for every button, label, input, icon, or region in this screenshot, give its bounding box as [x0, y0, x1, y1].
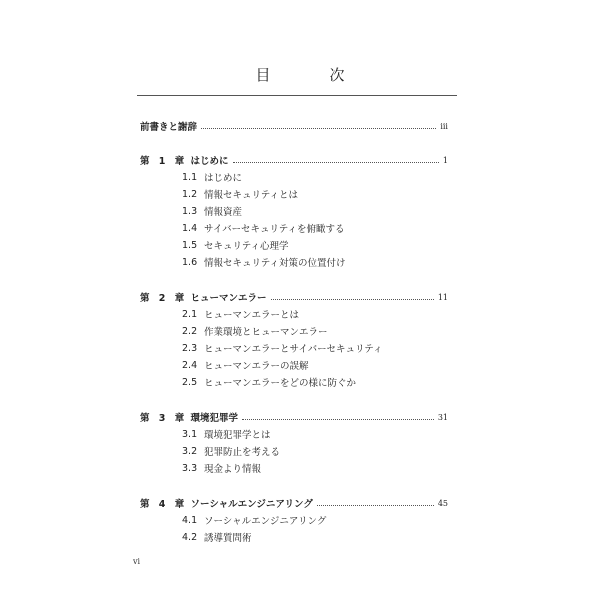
toc-section-3-3[interactable]: [182, 460, 261, 476]
toc-section-1-2[interactable]: [182, 186, 298, 202]
section-title: セキュリティ心理学: [204, 241, 289, 252]
page-title: 目 次: [255, 66, 367, 84]
section-number: 1.5: [182, 239, 198, 251]
toc-chapter-4[interactable]: [140, 495, 448, 511]
section-title: 犯罪防止を考える: [204, 447, 281, 458]
section-number: 4.1: [182, 514, 198, 526]
chapter-page: 11: [437, 292, 448, 302]
toc-section-4-1[interactable]: [182, 512, 326, 528]
section-title: ヒューマンエラーの誤解: [204, 361, 309, 372]
section-number: 2.3: [182, 342, 198, 354]
toc-section-1-6[interactable]: [182, 254, 346, 270]
section-title: ヒューマンエラーをどの様に防ぐか: [204, 378, 357, 389]
chapter-page: 31: [437, 412, 448, 422]
preface-label: 前書きと謝辞: [140, 122, 198, 133]
toc-section-1-5[interactable]: [182, 237, 289, 253]
section-title: 現金より情報: [204, 464, 262, 475]
section-number: 3.1: [182, 428, 198, 440]
chapter-title: はじめに: [190, 156, 229, 167]
toc-section-2-3[interactable]: [182, 340, 383, 356]
toc-section-3-2[interactable]: [182, 443, 280, 459]
section-number: 2.4: [182, 359, 198, 371]
section-title: 情報資産: [204, 207, 243, 218]
section-number: 4.2: [182, 531, 198, 543]
page-number: vi: [133, 557, 141, 566]
section-title: 誘導質問術: [204, 533, 252, 544]
chapter-page: 1: [442, 155, 448, 165]
dot-leader: [271, 299, 434, 300]
chapter-title: ヒューマンエラー: [190, 293, 267, 304]
chapter-number: 第 3 章: [140, 413, 188, 424]
section-number: 2.5: [182, 376, 198, 388]
chapter-title: ソーシャルエンジニアリング: [190, 499, 313, 510]
dot-leader: [317, 505, 434, 506]
section-number: 3.3: [182, 462, 198, 474]
toc-section-2-5[interactable]: [182, 374, 356, 390]
preface-page: iii: [440, 121, 448, 131]
toc-section-2-1[interactable]: [182, 306, 299, 322]
section-title: ヒューマンエラーとは: [204, 310, 300, 321]
chapter-number: 第 4 章: [140, 499, 188, 510]
section-title: 作業環境とヒューマンエラー: [204, 327, 328, 338]
toc-section-2-4[interactable]: [182, 357, 309, 373]
toc-section-1-1[interactable]: [182, 169, 242, 185]
toc-chapter-2[interactable]: [140, 289, 448, 305]
section-number: 1.1: [182, 171, 198, 183]
toc-section-1-4[interactable]: [182, 220, 345, 236]
section-title: はじめに: [204, 173, 243, 184]
dot-leader: [233, 162, 439, 163]
section-number: 3.2: [182, 445, 198, 457]
toc-section-3-1[interactable]: [182, 426, 271, 442]
chapter-number: 第 1 章: [140, 156, 188, 167]
chapter-title: 環境犯罪学: [190, 413, 239, 424]
section-number: 1.4: [182, 222, 198, 234]
title-rule: [137, 95, 457, 96]
toc-section-2-2[interactable]: [182, 323, 328, 339]
dot-leader: [242, 419, 434, 420]
section-title: ヒューマンエラーとサイバーセキュリティ: [204, 344, 383, 355]
section-title: 情報セキュリティ対策の位置付け: [204, 258, 346, 269]
section-number: 2.2: [182, 325, 198, 337]
toc-chapter-3[interactable]: [140, 409, 448, 425]
toc-preface-entry[interactable]: [140, 118, 448, 134]
section-title: サイバーセキュリティを俯瞰する: [204, 224, 345, 235]
section-number: 1.2: [182, 188, 198, 200]
section-number: 2.1: [182, 308, 198, 320]
section-title: 情報セキュリティとは: [204, 190, 299, 201]
section-title: 環境犯罪学とは: [204, 430, 271, 441]
dot-leader: [201, 128, 436, 129]
toc-section-4-2[interactable]: [182, 529, 252, 545]
chapter-page: 45: [437, 498, 448, 508]
toc-chapter-1[interactable]: [140, 152, 448, 168]
toc-section-1-3[interactable]: [182, 203, 242, 219]
section-number: 1.3: [182, 205, 198, 217]
chapter-number: 第 2 章: [140, 293, 188, 304]
section-title: ソーシャルエンジニアリング: [204, 516, 327, 527]
section-number: 1.6: [182, 256, 198, 268]
